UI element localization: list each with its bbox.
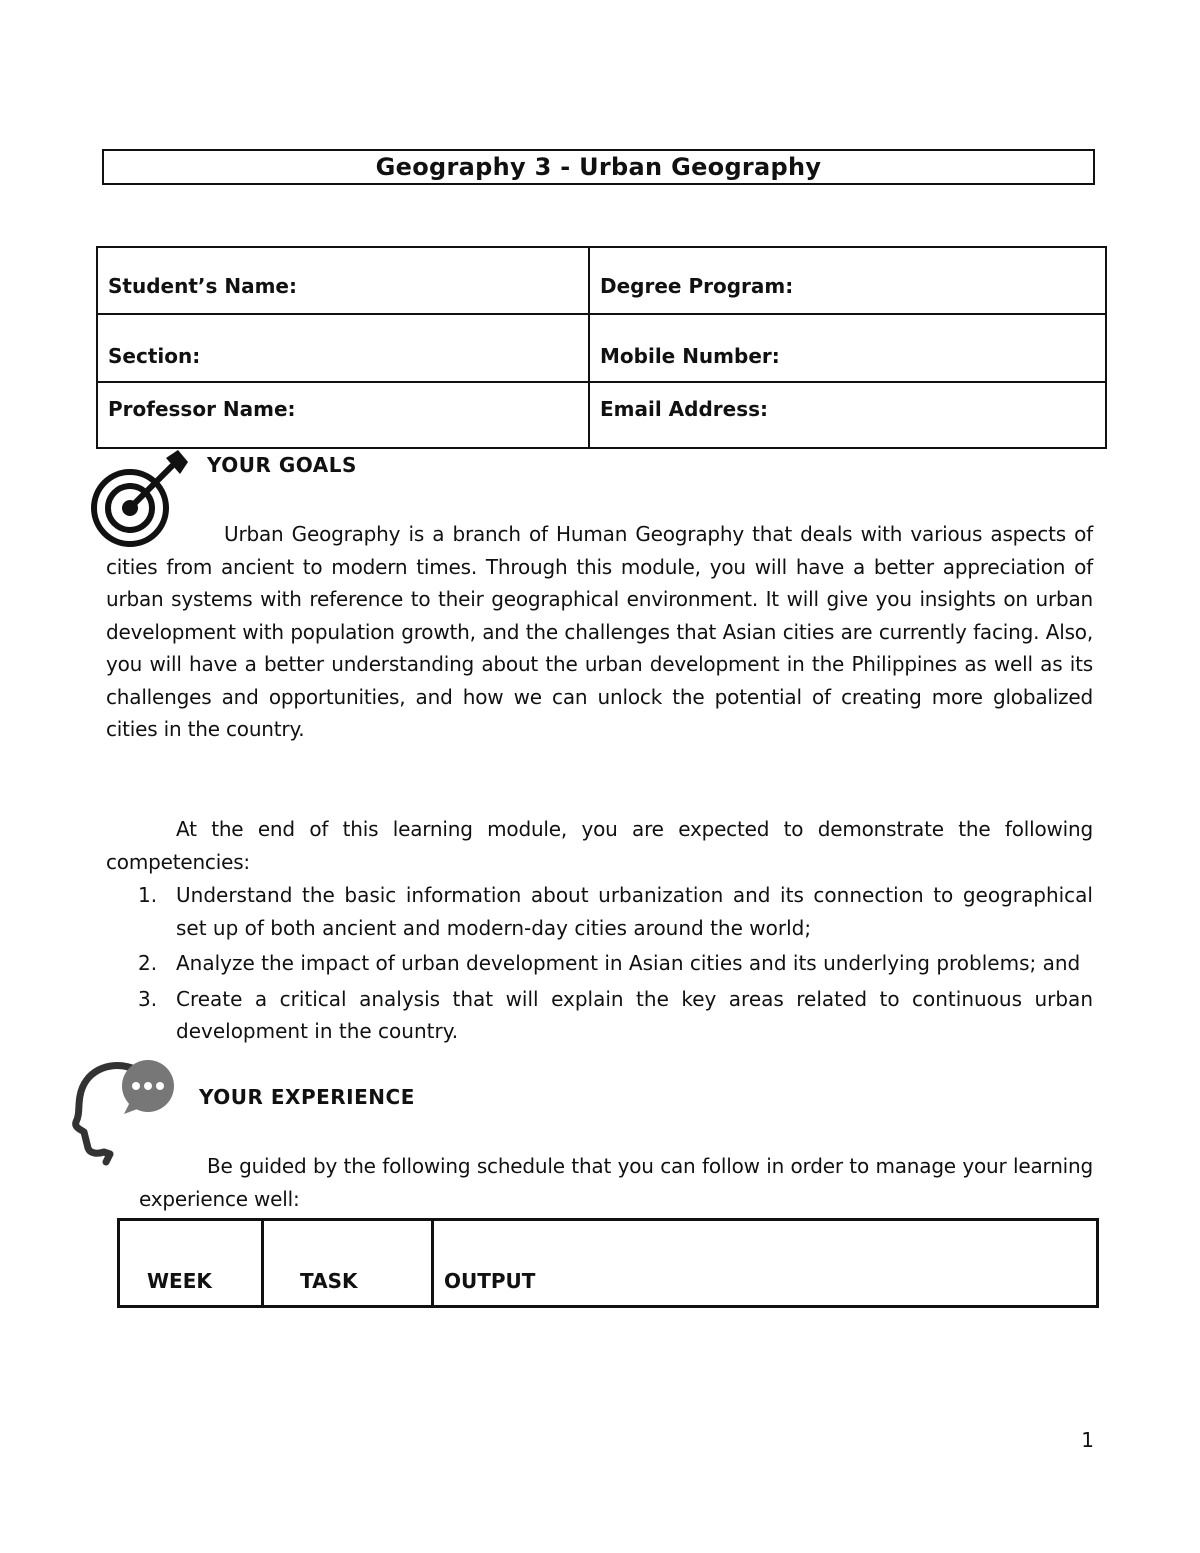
- list-number: 3.: [138, 986, 158, 1011]
- schedule-table: [117, 1218, 1099, 1308]
- output-column-header: OUTPUT: [433, 1220, 1098, 1307]
- week-column-header: WEEK: [119, 1220, 263, 1307]
- professor-name-field: Professor Name:: [97, 382, 589, 448]
- list-text: Analyze the impact of urban development in Asian cities and its underlying problems; and: [176, 951, 1081, 975]
- goals-intro-paragraph: Urban Geography is a branch of Human Geography that deals with various aspects of cities from ancient to modern times. Through this module, you will have a better appreciation of urban systems with reference to their geographical environment. It will give you insights on urban development with population growth, and the challenges that Asian cities are currently facing. Also, you will have a better understanding about the urban development in the Philippines as well as its challenges and opportunities, and how we can unlock the potential of creating more globalized cities in the country.: [106, 522, 1093, 741]
- module-title: Geography 3 - Urban Geography: [102, 149, 1095, 185]
- your-goals-heading: YOUR GOALS: [207, 453, 357, 477]
- list-number: 2.: [138, 951, 158, 975]
- students-name-field: Student’s Name:: [97, 247, 589, 314]
- student-info-table: [96, 246, 1107, 449]
- email-address-field: Email Address:: [589, 382, 1106, 448]
- table-header-row: [119, 1220, 1098, 1307]
- competencies-list: [106, 879, 1093, 1051]
- mobile-number-field: Mobile Number:: [589, 314, 1106, 382]
- section-field: Section:: [97, 314, 589, 382]
- info-row: [97, 247, 1106, 314]
- experience-intro-paragraph: Be guided by the following schedule that you can follow in order to manage your learning experience well:: [139, 1154, 1093, 1211]
- info-row: [97, 314, 1106, 382]
- list-text: Create a critical analysis that will explain the key areas related to continuous urban development in the country.: [176, 986, 1093, 1043]
- list-item: [106, 983, 1093, 1048]
- page-number: 1: [1081, 1428, 1094, 1452]
- list-text: Understand the basic information about urbanization and its connection to geographical set up of both ancient and modern-day cities around the world;: [176, 883, 1093, 940]
- list-item: [106, 879, 1093, 944]
- degree-program-field: Degree Program:: [589, 247, 1106, 314]
- task-column-header: TASK: [263, 1220, 433, 1307]
- info-row: [97, 382, 1106, 448]
- your-experience-heading: YOUR EXPERIENCE: [199, 1085, 415, 1109]
- list-item: [106, 947, 1093, 980]
- competencies-intro: At the end of this learning module, you are expected to demonstrate the following competencies:: [106, 817, 1093, 874]
- list-number: 1.: [138, 883, 158, 907]
